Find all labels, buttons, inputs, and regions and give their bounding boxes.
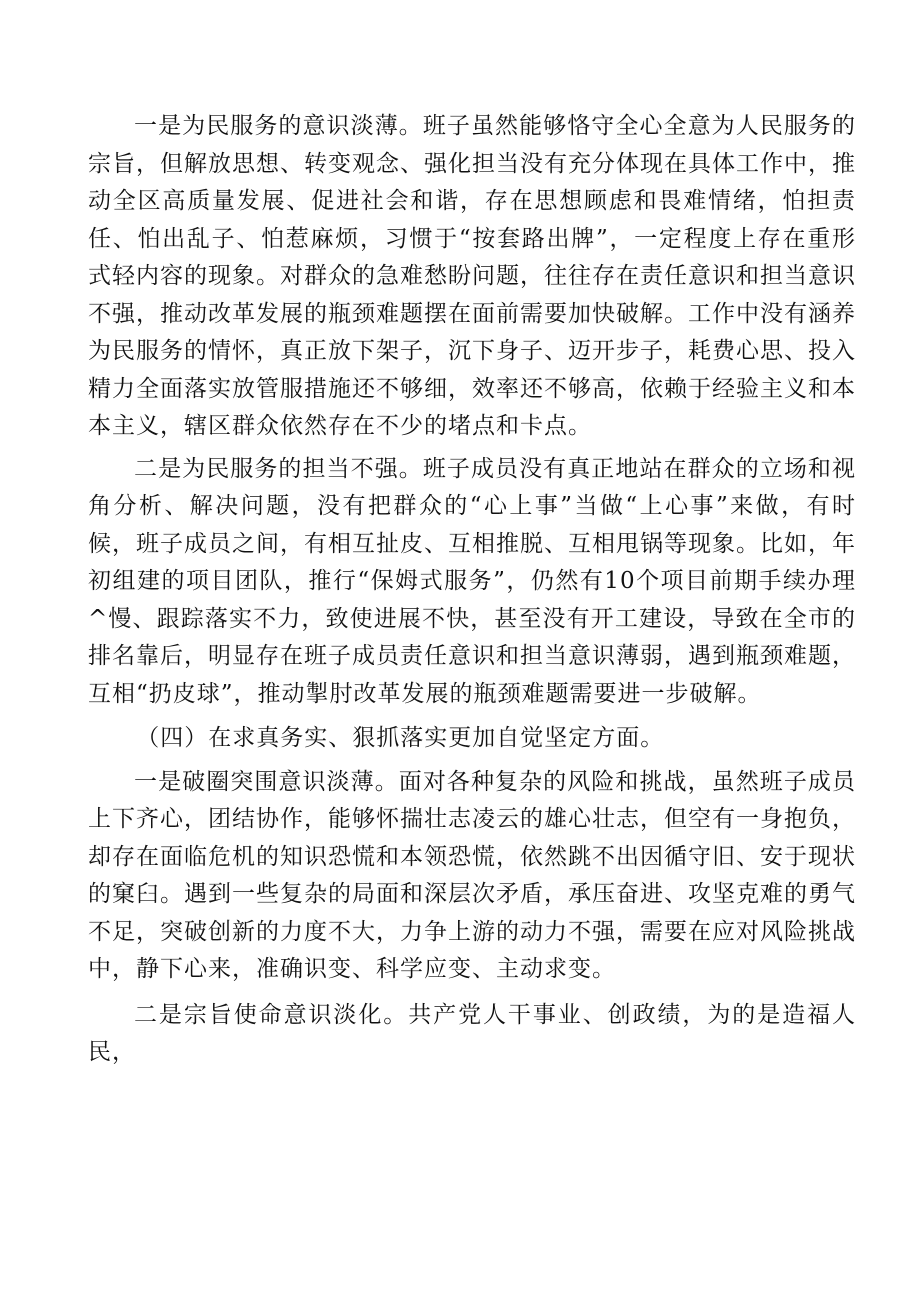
document-page — [88, 108, 856, 1072]
paragraph-service-awareness: 一是为民服务的意识淡薄。班子虽然能够恪守全心全意为人民服务的宗旨，但解放思想、转变观念、强化担当没有充分体现在具体工作中，推动全区高质量发展、促进社会和谐，存在思想顾虑和畏难情绪，怕担责任、怕出乱子、怕惹麻烦，习惯于“按套路出牌”，一定程度上存在重形式轻内容的现象。对群众的急难愁盼问题，往往存在责任意识和担当意识不强，推动改革发展的瓶颈难题摆在面前需要加快破解。工作中没有涵养为民服务的情怀，真正放下架子，沉下身子、迈开步子，耗费心思、投入精力全面落实放管服措施还不够细，效率还不够高，依赖于经验主义和本本主义，辖区群众依然存在不少的堵点和卡点。 — [88, 113, 856, 439]
paragraph-service-responsibility: 二是为民服务的担当不强。班子成员没有真正地站在群众的立场和视角分析、解决问题，没有把群众的“心上事”当做“上心事”来做，有时候，班子成员之间，有相互扯皮、互相推脱、互相甩锅等现象。比如，年初组建的项目团队，推行“保姆式服务”，仍然有10个项目前期手续办理^慢、跟踪落实不力，致使进展不快，甚至没有开工建设，导致在全市的排名靠后，明显存在班子成员责任意识和担当意识薄弱，遇到瓶颈难题，互相“扔皮球”，推动掣肘改革发展的瓶颈难题需要进一步破解。 — [88, 455, 856, 707]
paragraph-mission-awareness: 二是宗旨使命意识淡化。共产党人干事业、创政绩，为的是造福人民， — [88, 1001, 856, 1065]
section-heading-four: （四）在求真务实、狠抓落实更加自觉坚定方面。 — [136, 725, 665, 751]
paragraph-breakthrough-awareness: 一是破圈突围意识淡薄。面对各种复杂的风险和挑战，虽然班子成员上下齐心，团结协作，能够怀揣壮志凌云的雄心壮志，但空有一身抱负，却存在面临危机的知识恐慌和本领恐慌，依然跳不出因循守旧、安于现状的窠臼。遇到一些复杂的局面和深层次矛盾，承压奋进、攻坚克难的勇气不足，突破创新的力度不大，力争上游的动力不强，需要在应对风险挑战中，静下心来，准确识变、科学应变、主动求变。 — [88, 768, 856, 982]
